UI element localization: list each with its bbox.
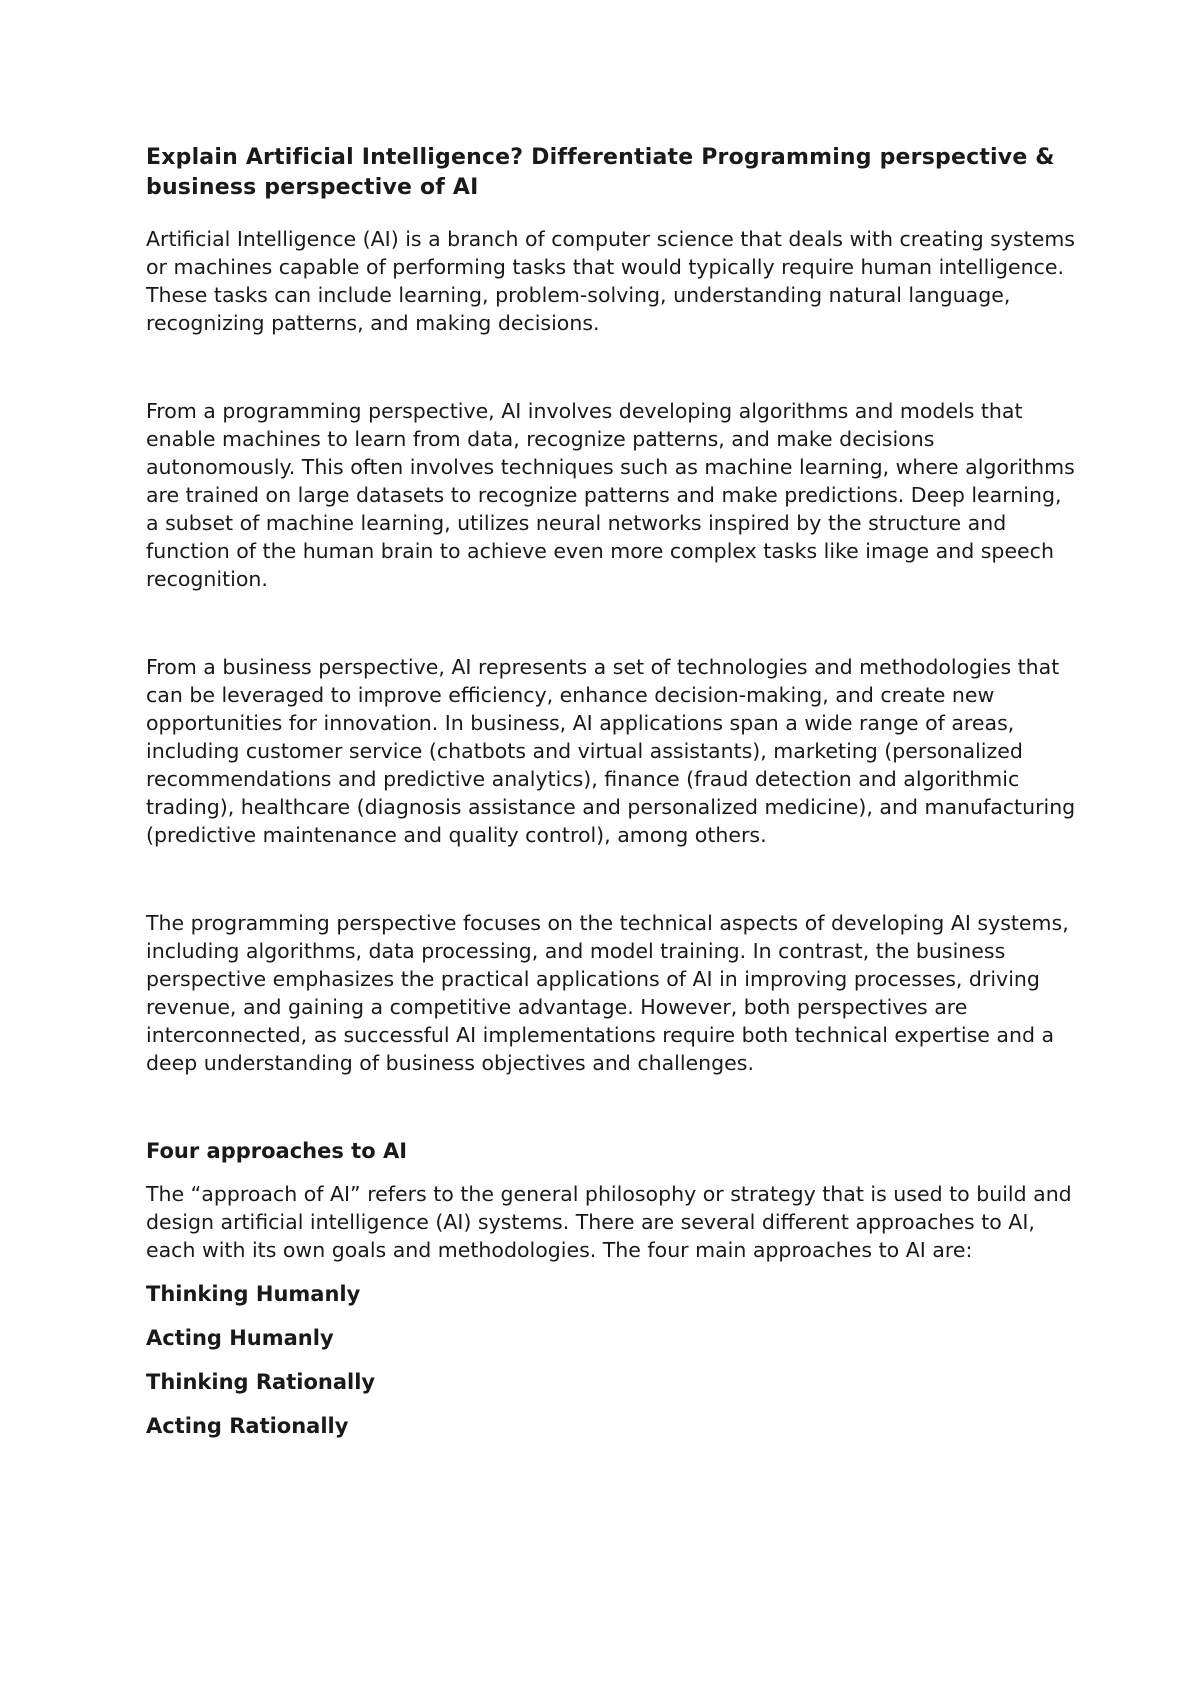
paragraph-programming-perspective: From a programming perspective, AI involves developing algorithms and models that enable machines to learn from data, recognize patterns, and make decisions autonomously. This often involves techniques such as machine learning, where algorithms are trained on large datasets to recognize patterns and make predictions. Deep learning, a subset of machine learning, utilizes neural networks inspired by the structure and function of the human brain to achieve even more complex tasks like image and speech recognition. [146,399,1075,591]
section-heading-approaches: Four approaches to AI [146,1139,408,1163]
paragraph-comparison: The programming perspective focuses on the technical aspects of developing AI systems, including algorithms, data processing, and model training. In contrast, the business perspective emphasizes the practical applications of AI in improving processes, driving revenue, and gaining a competitive advantage. However, both perspectives are interconnected, as successful AI implementations require both technical expertise and a deep understanding of business objectives and challenges. [146,911,1069,1075]
paragraph-spacer [146,337,1076,397]
approach-acting-rationally: Acting Rationally [146,1414,349,1438]
document-page [146,143,1076,1456]
paragraph-ai-definition: Artificial Intelligence (AI) is a branch of computer science that deals with creating systems or machines capable of performing tasks that would typically require human intelligence. These tasks can include learning, problem-solving, understanding natural language, recognizing patterns, and making decisions. [146,227,1075,335]
paragraph-approaches-intro: The “approach of AI” refers to the general philosophy or strategy that is used to build and design artificial intelligence (AI) systems. There are several different approaches to AI, each with its own goals and methodologies. The four main approaches to AI are: [146,1182,1072,1262]
approaches-list [146,1280,1076,1440]
paragraph-spacer [146,593,1076,653]
paragraph-spacer [146,849,1076,909]
document-title: Explain Artificial Intelligence? Differentiate Programming perspective & business perspective of AI [146,145,1055,200]
approach-thinking-rationally: Thinking Rationally [146,1370,376,1394]
approach-thinking-humanly: Thinking Humanly [146,1282,361,1306]
approach-acting-humanly: Acting Humanly [146,1326,334,1350]
paragraph-business-perspective: From a business perspective, AI represents a set of technologies and methodologies that can be leveraged to improve efficiency, enhance decision-making, and create new opportunities for innovation. In business, AI applications span a wide range of areas, including customer service (chatbots and virtual assistants), marketing (personalized recommendations and predictive analytics), finance (fraud detection and algorithmic trading), healthcare (diagnosis assistance and personalized medicine), and manufacturing (predictive maintenance and quality control), among others. [146,655,1076,847]
paragraph-spacer [146,1077,1076,1137]
